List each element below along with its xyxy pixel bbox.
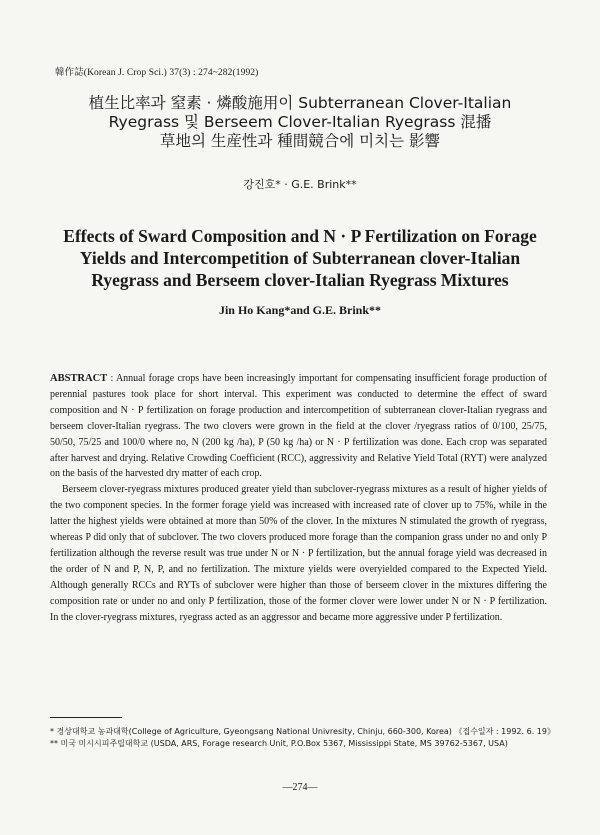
footnote: * 경상대학교 농과대학(College of Agriculture, Gyeongsang National Univresity, Chinju, 660-300, Korea) 《접수일자 : 1992. 6. 19》: [50, 727, 555, 736]
footnotes: [50, 726, 570, 750]
abstract: [50, 371, 547, 626]
english-title: [0, 225, 600, 291]
footnote: ** 미국 미시시피주립대학교 (USDA, ARS, Forage research Unit, P.O.Box 5367, Mississippi State, MS 39762-5367, USA): [50, 739, 508, 748]
korean-authors: 강진호* · G.E. Brink**: [243, 178, 357, 191]
korean-title: [0, 94, 600, 151]
abstract-paragraph: [50, 371, 547, 482]
abstract-label: ABSTRACT: [50, 373, 108, 384]
english-authors: Jin Ho Kang*and G.E. Brink**: [218, 303, 382, 317]
abstract-text: : Annual forage crops have been increasingly important for compensating insufficient forage production of perennial pastures took place for short interval. This experiment was conducted to determine the effect of sward composition and N · P fertilization on forage production and intercompetition of subterranean clover-Italian ryegrass and berseem clover-Italian ryegrass. The two clovers were grown in the field at the clover /ryegrass ratios of 0/100, 25/75, 50/50, 75/25 and 100/0 where no, N (200 kg /ha), P (50 kg /ha) or N · P fertilization was done. Each crop was separated after harvest and drying. Relative Crowding Coefficient (RCC), aggressivity and Relative Yield Total (RYT) were analyzed on the basis of the harvested dry matter of each crop.: [50, 373, 547, 480]
korean-title-line: 草地의 生産性과 種間競合에 미치는 影響: [159, 132, 441, 150]
footnote-divider: [50, 717, 122, 718]
korean-title-line: 植生比率과 窒素 · 燐酸施用이 Subterranean Clover-Italian: [88, 94, 512, 112]
journal-reference: 韓作誌(Korean J. Crop Sci.) 37(3) : 274~282(1992): [55, 68, 259, 78]
page-number: —274—: [282, 782, 318, 793]
english-title-line: Effects of Sward Composition and N · P Fertilization on Forage: [63, 226, 537, 246]
english-title-line: Ryegrass and Berseem clover-Italian Ryegrass Mixtures: [91, 270, 509, 290]
abstract-paragraph: Berseem clover-ryegrass mixtures produced greater yield than subclover-ryegrass mixtures as a result of higher yields of the two component species. In the former forage yield was increased with increased rate of clover up to 75%, while in the latter the highest yields were obtained at more than 50% of the clover. In the mixtures N stimulated the growth of ryegrass, whereas P did only that of subclover. The two clovers produced more forage than the companion grass under no and only P fertilization although the reverse result was true under N or N · P fertilization, but the annual forage yield was decreased in the order of N and P, N, P, and no fertilization. The mixture yields were overyielded compared to the Expected Yield. Although generally RCCs and RYTs of subclover were higher than those of berseem clover in the mixtures differing the composition rate or under no and only P fertilization, those of the former clover were lower under N or N · P fertilization. In the clover-ryegrass mixtures, ryegrass acted as an aggressor and became more aggressive under P fertilization.: [50, 484, 547, 623]
english-title-line: Yields and Intercompetition of Subterranean clover-Italian: [79, 248, 521, 268]
korean-title-line: Ryegrass 및 Berseem Clover-Italian Ryegrass 混播: [108, 113, 492, 131]
